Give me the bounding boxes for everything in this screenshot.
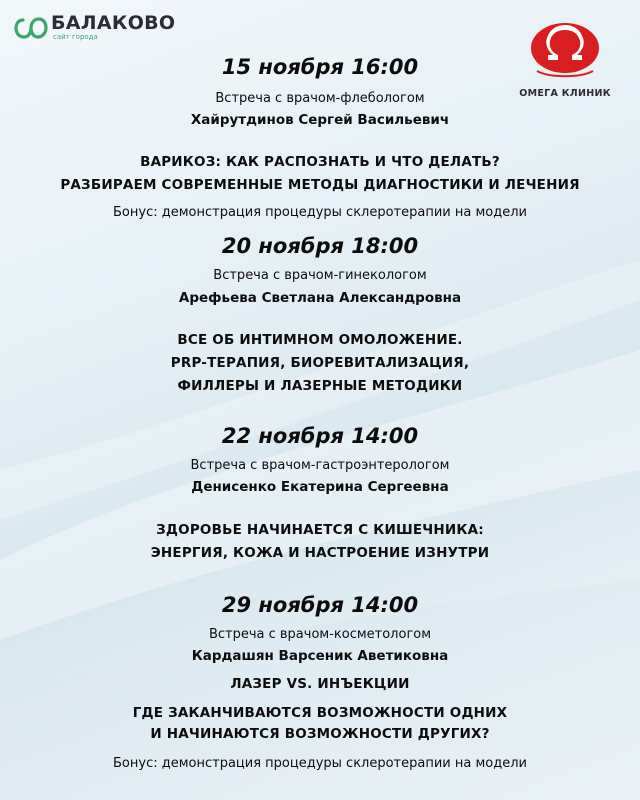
event-3-specialist: Встреча с врачом-гастроэнтерологом [190, 458, 450, 473]
event-2-date: 20 ноября 18:00 [221, 234, 419, 258]
event-1-date: 15 ноября 16:00 [221, 55, 419, 79]
event-1-bonus: Бонус: демонстрация процедуры склеротерапии на модели [113, 205, 527, 220]
event-2-specialist: Встреча с врачом-гинекологом [213, 268, 427, 283]
clinic-logo-name: ОМЕГА КЛИНИК [519, 88, 611, 99]
event-1-specialist: Встреча с врачом-флебологом [215, 91, 425, 106]
leaf-loop-logo-icon [14, 15, 48, 41]
event-4-date: 29 ноября 14:00 [221, 593, 419, 617]
event-3-date: 22 ноября 14:00 [221, 424, 419, 448]
event-1-topic-line-2: РАЗБИРАЕМ СОВРЕМЕННЫЕ МЕТОДЫ ДИАГНОСТИКИ И ЛЕЧЕНИЯ [60, 177, 580, 193]
event-4-topic-line-3: И НАЧИНАЮТСЯ ВОЗМОЖНОСТИ ДРУГИХ? [150, 726, 490, 742]
event-4-topic-line-1: ЛАЗЕР VS. ИНЪЕКЦИИ [230, 676, 410, 692]
event-1-topic-line-1: ВАРИКОЗ: КАК РАСПОЗНАТЬ И ЧТО ДЕЛАТЬ? [140, 154, 500, 170]
event-4-bonus: Бонус: демонстрация процедуры склеротерапии на модели [113, 756, 527, 771]
event-2-topic-line-2: PRP-ТЕРАПИЯ, БИОРЕВИТАЛИЗАЦИЯ, [170, 355, 470, 371]
event-1-doctor: Хайрутдинов Сергей Васильевич [190, 112, 450, 128]
event-2-topic-line-3: ФИЛЛЕРЫ И ЛАЗЕРНЫЕ МЕТОДИКИ [177, 378, 463, 394]
event-3-topic-line-1: ЗДОРОВЬЕ НАЧИНАЕТСЯ С КИШЕЧНИКА: [156, 522, 484, 538]
site-logo[interactable] [14, 14, 175, 41]
event-3-doctor: Денисенко Екатерина Сергеевна [191, 479, 449, 495]
event-3-topic-line-2: ЭНЕРГИЯ, КОЖА И НАСТРОЕНИЕ ИЗНУТРИ [150, 545, 490, 561]
event-2-topic-line-1: ВСЕ ОБ ИНТИМНОМ ОМОЛОЖЕНИЕ. [177, 332, 463, 348]
site-logo-name: БАЛАКОВО [51, 12, 176, 34]
event-4-doctor: Кардашян Варсеник Аветиковна [191, 648, 449, 664]
site-logo-subtitle: сайт города [53, 33, 98, 41]
event-4-topic-line-2: ГДЕ ЗАКАНЧИВАЮТСЯ ВОЗМОЖНОСТИ ОДНИХ [132, 705, 508, 721]
event-4-specialist: Встреча с врачом-косметологом [208, 627, 432, 642]
event-2-doctor: Арефьева Светлана Александровна [178, 290, 462, 306]
